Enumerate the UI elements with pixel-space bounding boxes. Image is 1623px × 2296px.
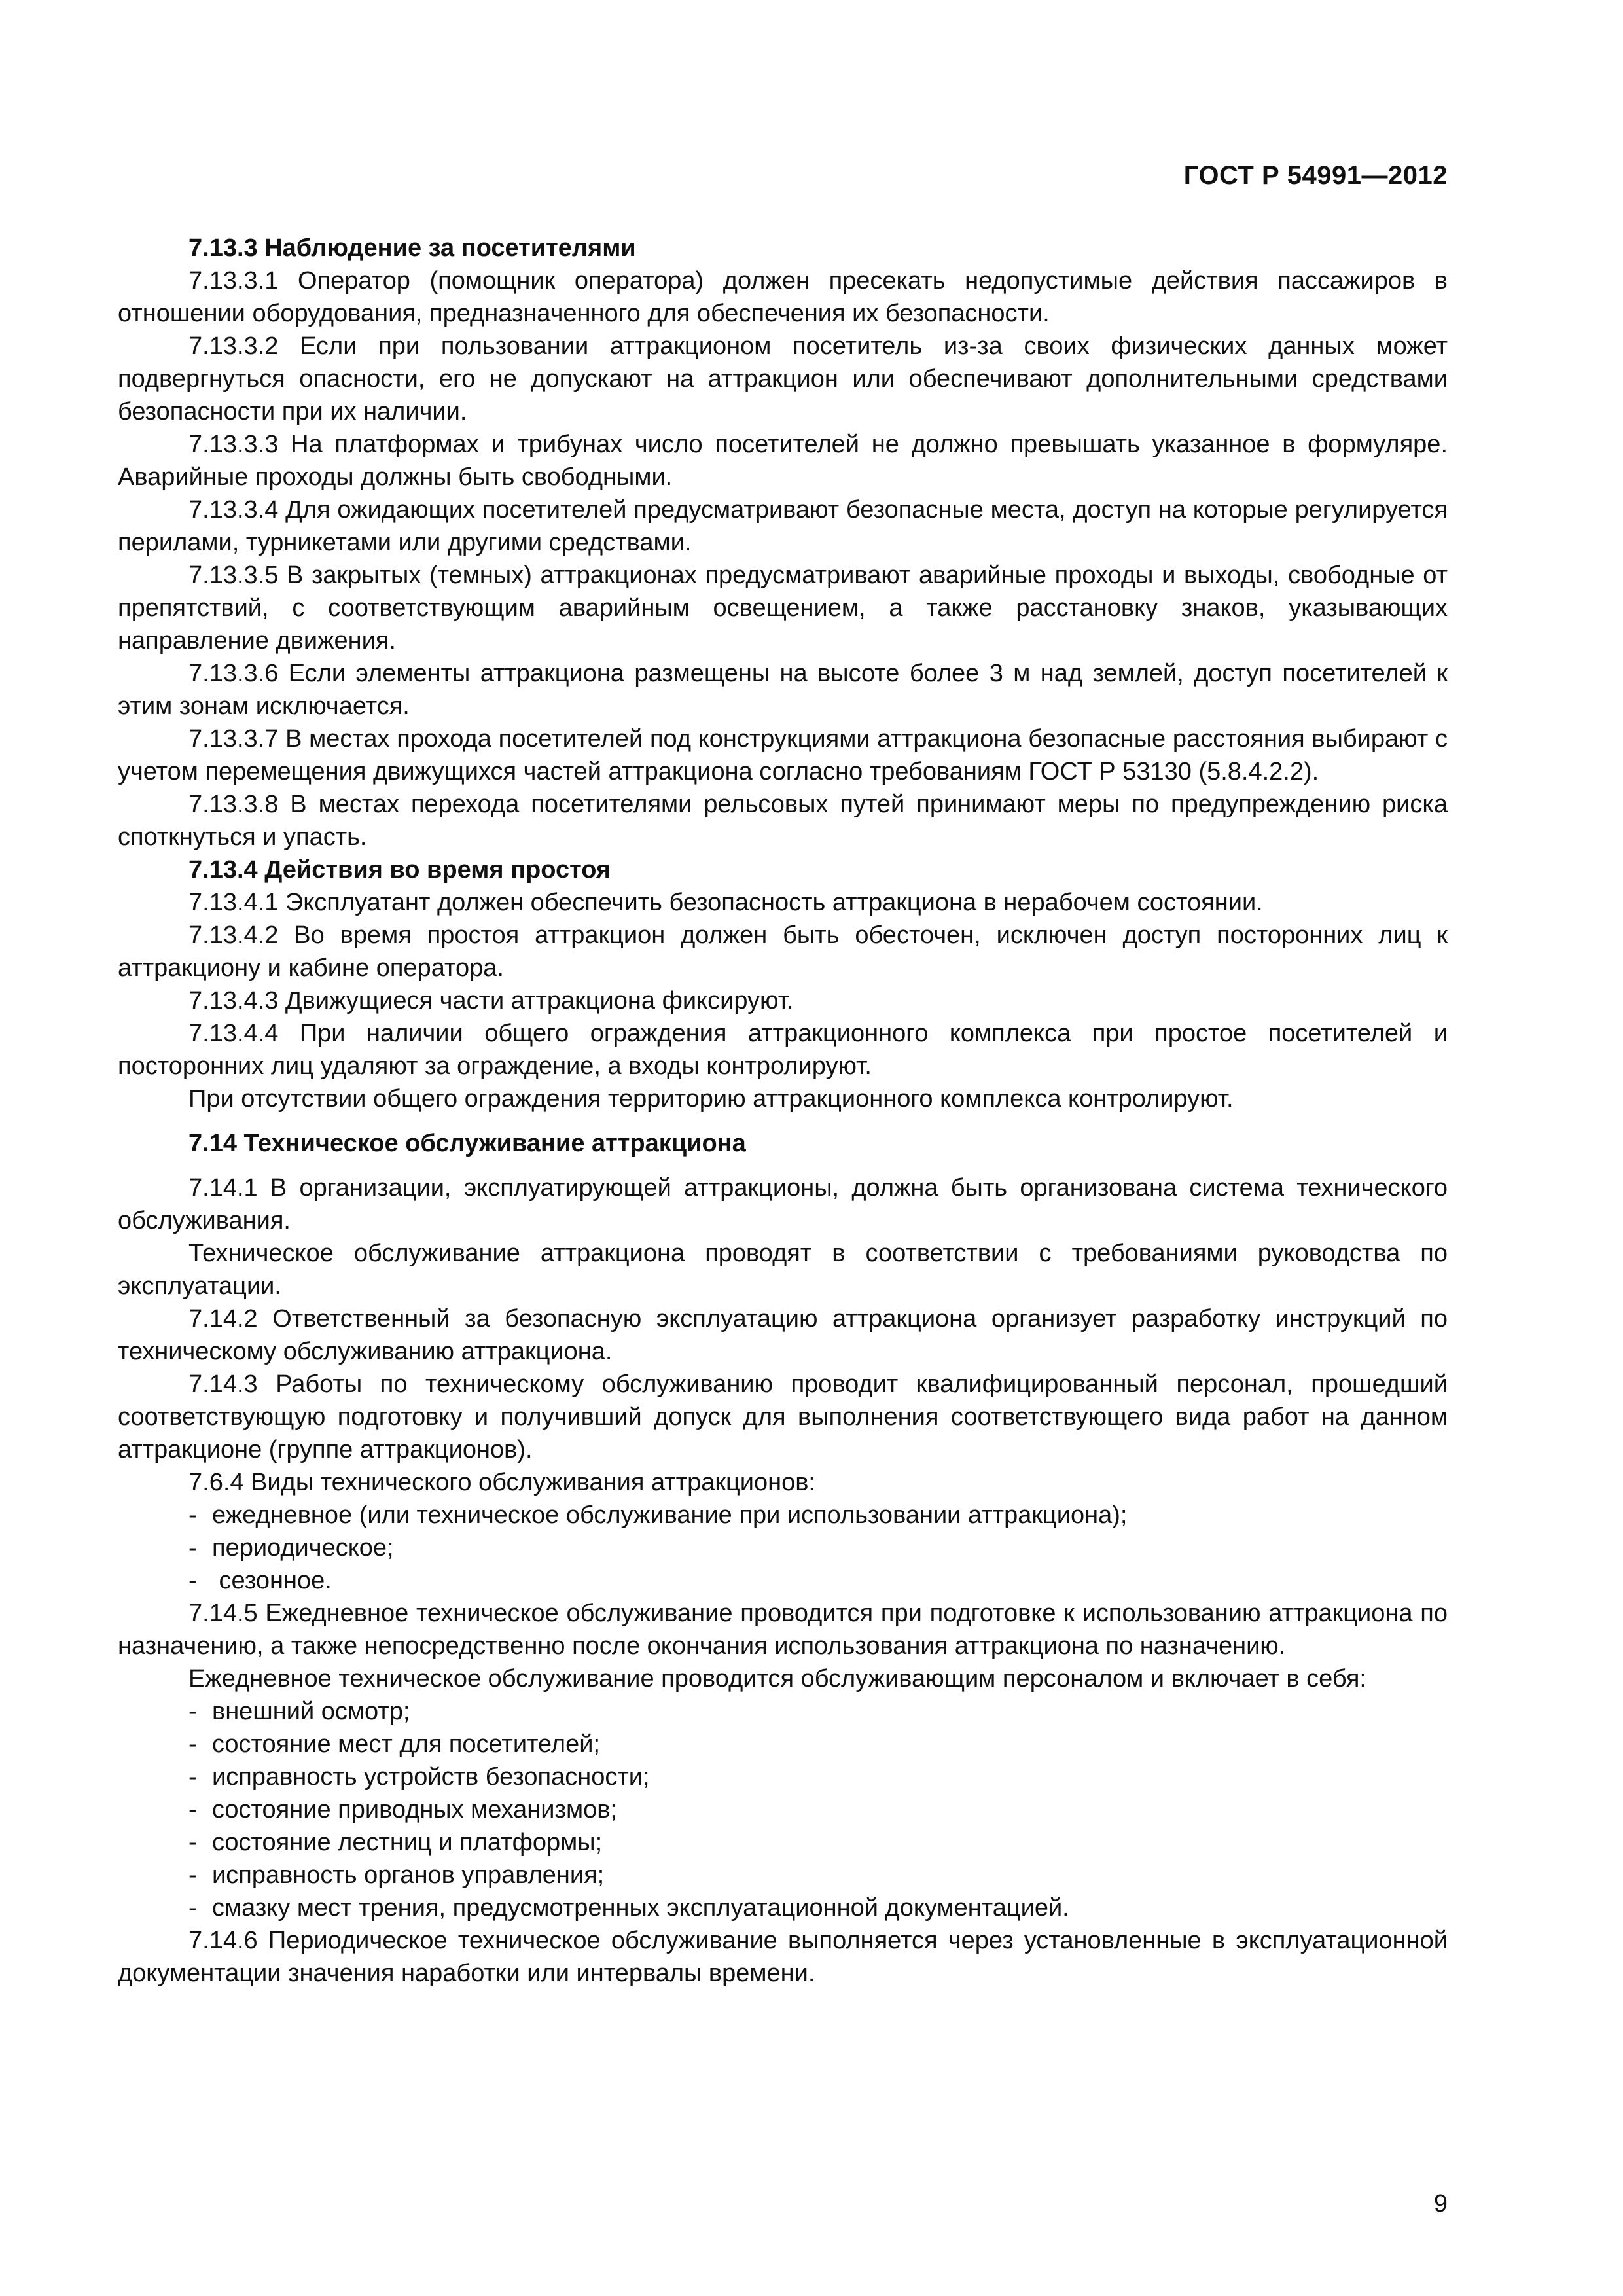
paragraph: 7.14.1 В организации, эксплуатирующей аттракционы, должна быть организована система технического обслуживания. (118, 1174, 1448, 1234)
list-item-text: состояние приводных механизмов; (212, 1796, 617, 1823)
list-item (118, 1695, 1448, 1728)
list-dash: - (188, 1567, 197, 1594)
list-item (118, 1826, 1448, 1859)
list-item (118, 1761, 1448, 1793)
paragraph: 7.13.3.6 Если элементы аттракциона размещены на высоте более 3 м над землей, доступ посетителей к этим зонам исключается. (118, 660, 1448, 720)
list-item-text: состояние мест для посетителей; (212, 1731, 601, 1758)
list-item-text: состояние лестниц и платформы; (212, 1829, 603, 1856)
list-dash: - (188, 1698, 197, 1725)
section-heading: 7.13.4 Действия во время простоя (188, 856, 611, 884)
list-item-text: исправность органов управления; (212, 1861, 605, 1889)
list-dash: - (188, 1894, 197, 1922)
paragraph: При отсутствии общего ограждения территорию аттракционного комплекса контролируют. (188, 1085, 1234, 1113)
list-item-text: сезонное. (212, 1567, 332, 1594)
paragraph: 7.13.3.7 В местах прохода посетителей под конструкциями аттракциона безопасные расстояния выбирают с учетом перемещения движущихся частей аттракциона согласно требованиям ГОСТ Р 53130 (5.8.4.2.2). (118, 725, 1448, 785)
paragraph: 7.13.3.4 Для ожидающих посетителей предусматривают безопасные места, доступ на которые регулируется перилами, турникетами или другими средствами. (118, 496, 1448, 556)
paragraph: 7.13.4.2 Во время простоя аттракцион должен быть обесточен, исключен доступ посторонних лиц к аттракциону и кабине оператора. (118, 922, 1448, 982)
list-item-text: смазку мест трения, предусмотренных эксплуатационной документацией. (212, 1894, 1069, 1922)
major-section-heading: 7.14 Техническое обслуживание аттракциона (188, 1130, 746, 1157)
paragraph: 7.14.5 Ежедневное техническое обслуживание проводится при подготовке к использованию аттракциона по назначению, а также непосредственно после окончания использования аттракциона по назначению. (118, 1600, 1448, 1660)
paragraph: Ежедневное техническое обслуживание проводится обслуживающим персоналом и включает в себя: (188, 1665, 1366, 1693)
paragraph: 7.13.4.4 При наличии общего ограждения аттракционного комплекса при простое посетителей и посторонних лиц удаляют за ограждение, а входы контролируют. (118, 1020, 1448, 1080)
list-item (118, 1499, 1448, 1532)
paragraph: 7.13.4.1 Эксплуатант должен обеспечить безопасность аттракциона в нерабочем состоянии. (188, 889, 1263, 916)
list-item (118, 1532, 1448, 1564)
list-item (118, 1859, 1448, 1892)
document-body (118, 232, 1448, 1990)
paragraph: 7.13.4.3 Движущиеся части аттракциона фиксируют. (188, 987, 794, 1014)
list-dash: - (188, 1763, 197, 1791)
paragraph: 7.13.3.5 В закрытых (темных) аттракционах предусматривают аварийные проходы и выходы, свободные от препятствий, с соответствующим аварийным освещением, а также расстановку знаков, указывающих направление движения. (118, 562, 1448, 655)
list-item-text: исправность устройств безопасности; (212, 1763, 650, 1791)
paragraph: 7.13.3.2 Если при пользовании аттракционом посетитель из-за своих физических данных может подвергнуться опасности, его не допускают на аттракцион или обеспечивают дополнительными средствами безопасности при их наличии. (118, 332, 1448, 425)
paragraph: 7.13.3.8 В местах перехода посетителями рельсовых путей принимают меры по предупреждению риска споткнуться и упасть. (118, 791, 1448, 851)
paragraph: 7.14.2 Ответственный за безопасную эксплуатацию аттракциона организует разработку инструкций по техническому обслуживанию аттракциона. (118, 1305, 1448, 1365)
document-id: ГОСТ Р 54991—2012 (1183, 161, 1448, 190)
paragraph: 7.6.4 Виды технического обслуживания аттракционов: (188, 1469, 815, 1496)
paragraph: 7.14.3 Работы по техническому обслуживанию проводит квалифицированный персонал, прошедший соответствующую подготовку и получивший допуск для выполнения соответствующего вида работ на данном аттракционе (группе аттракционов). (118, 1371, 1448, 1463)
list-item (118, 1728, 1448, 1761)
list-item-text: внешний осмотр; (212, 1698, 410, 1725)
paragraph: 7.13.3.1 Оператор (помощник оператора) должен пресекать недопустимые действия пассажиров в отношении оборудования, предназначенного для обеспечения их безопасности. (118, 267, 1448, 327)
list-dash: - (188, 1829, 197, 1856)
paragraph: 7.14.6 Периодическое техническое обслуживание выполняется через установленные в эксплуатационной документации значения наработки или интервалы времени. (118, 1927, 1448, 1987)
paragraph: Техническое обслуживание аттракциона проводят в соответствии с требованиями руководства по эксплуатации. (118, 1240, 1448, 1300)
list-item-text: периодическое; (212, 1534, 394, 1562)
list-dash: - (188, 1731, 197, 1758)
list-dash: - (188, 1501, 197, 1529)
list-item (118, 1793, 1448, 1826)
list-item-text: ежедневное (или техническое обслуживание при использовании аттракциона); (212, 1501, 1128, 1529)
list-dash: - (188, 1861, 197, 1889)
section-heading: 7.13.3 Наблюдение за посетителями (188, 234, 636, 262)
list-item (118, 1892, 1448, 1924)
page-number: 9 (1433, 2190, 1448, 2217)
list-dash: - (188, 1796, 197, 1823)
list-item (118, 1564, 1448, 1597)
paragraph: 7.13.3.3 На платформах и трибунах число посетителей не должно превышать указанное в формуляре. Аварийные проходы должны быть свободными. (118, 431, 1448, 491)
list-dash: - (188, 1534, 197, 1562)
